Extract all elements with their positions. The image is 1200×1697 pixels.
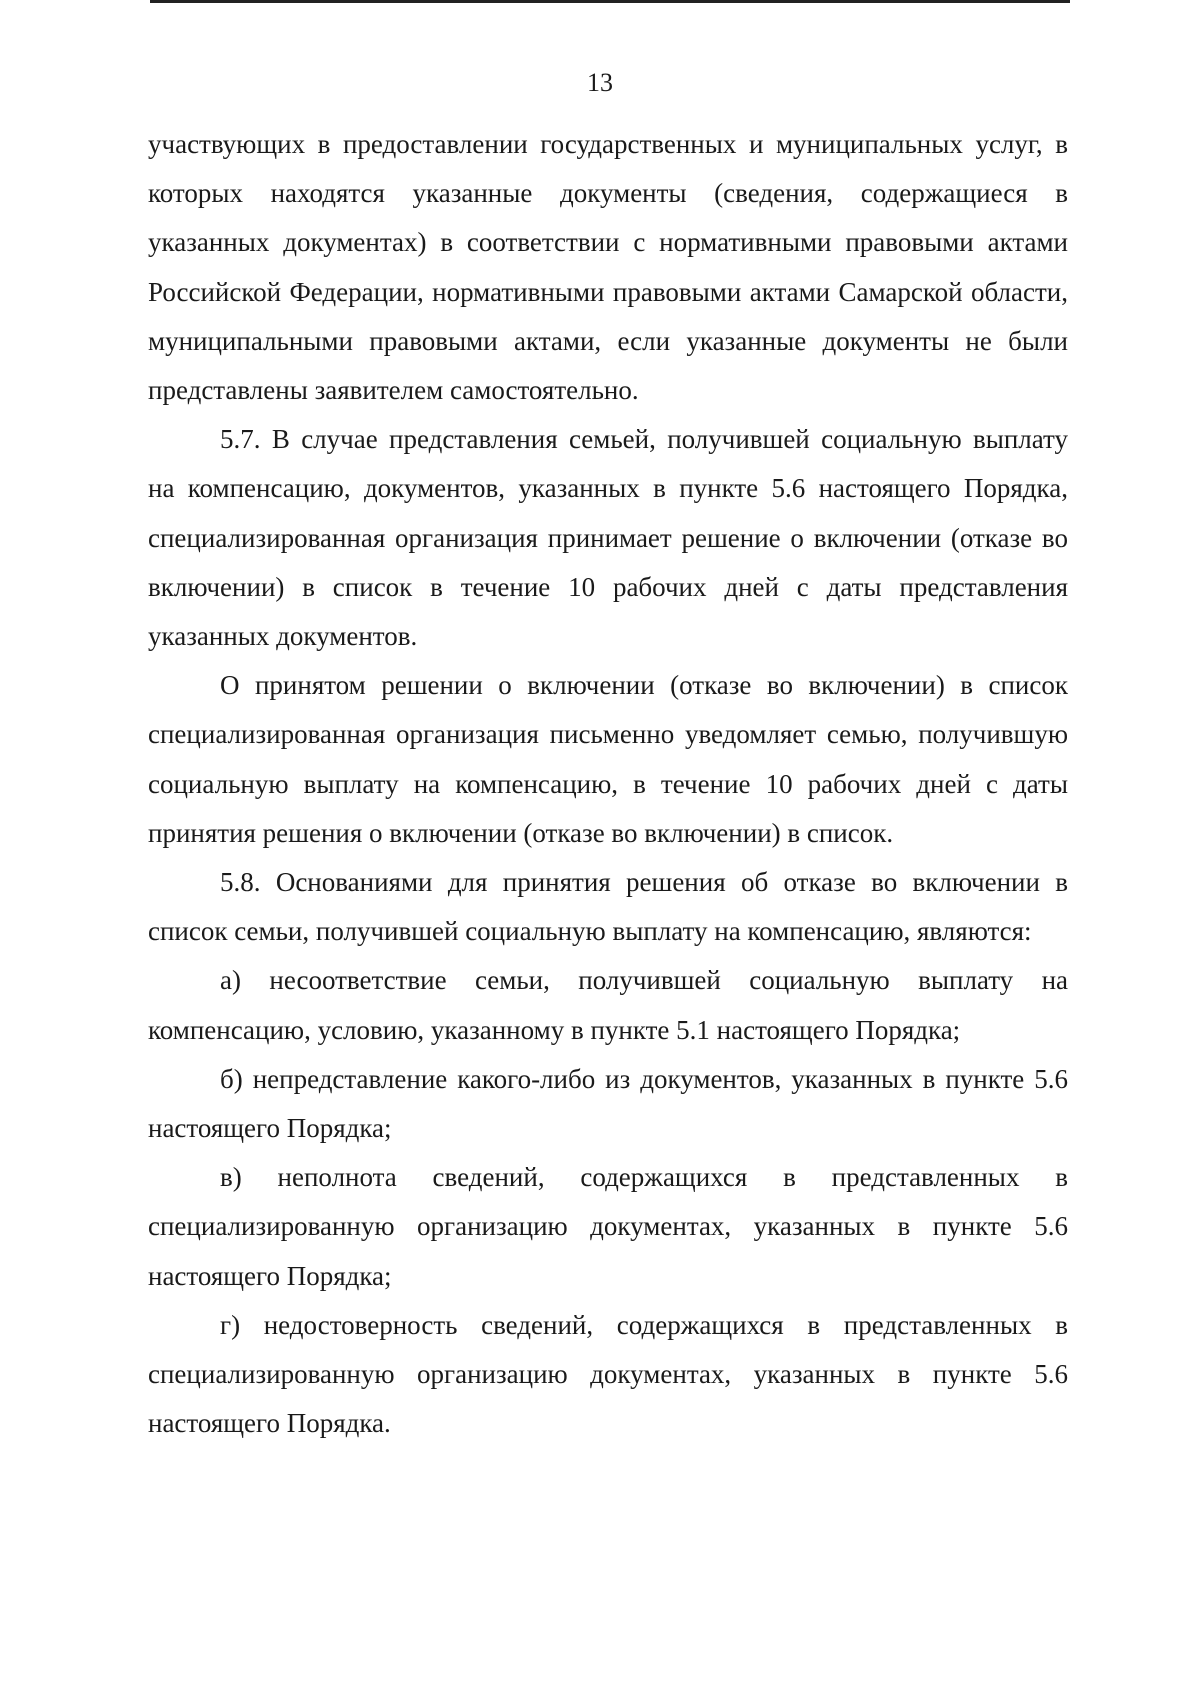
paragraph-continuation: участвующих в предоставлении государственных и муниципальных услуг, в которых находятся указанные документы (сведения, содержащиеся в указанных документах) в соответствии с нормативными правовыми актами Российской Федерации, нормативными правовыми актами Самарской области, муниципальными правовыми актами, если указанные документы не были представлены заявителем самостоятельно. [148, 129, 1068, 406]
top-border-line [150, 0, 1070, 3]
page-number: 13 [587, 68, 613, 97]
list-item-b: б) непредставление какого-либо из документов, указанных в пункте 5.6 настоящего Порядка; [148, 1063, 1068, 1144]
list-item-v: в) неполнота сведений, содержащихся в представленных в специализированную организацию документах, указанных в пункте 5.6 настоящего Порядка; [148, 1162, 1068, 1291]
list-item-a: а) несоответствие семьи, получившей социальную выплату на компенсацию, условию, указанному в пункте 5.1 настоящего Порядка; [148, 965, 1068, 1045]
list-item-g: г) недостоверность сведений, содержащихся в представленных в специализированную организацию документах, указанных в пункте 5.6 настоящего Порядка. [148, 1309, 1068, 1439]
paragraph-5-8: 5.8. Основаниями для принятия решения об отказе во включении в список семьи, получившей социальную выплату на компенсацию, являются: [148, 867, 1068, 947]
paragraph-5-7: 5.7. В случае представления семьей, получившей социальную выплату на компенсацию, документов, указанных в пункте 5.6 настоящего Порядка, специализированная организация принимает решение о включении (отказе во включении) в список в течение 10 рабочих дней с даты представления указанных документов. [148, 424, 1068, 652]
paragraph-decision-notice: О принятом решении о включении (отказе во включении) в список специализированная организация письменно уведомляет семью, получившую социальную выплату на компенсацию, в течение 10 рабочих дней с даты принятия решения о включении (отказе во включении) в список. [148, 670, 1068, 848]
document-body [148, 120, 1068, 1448]
